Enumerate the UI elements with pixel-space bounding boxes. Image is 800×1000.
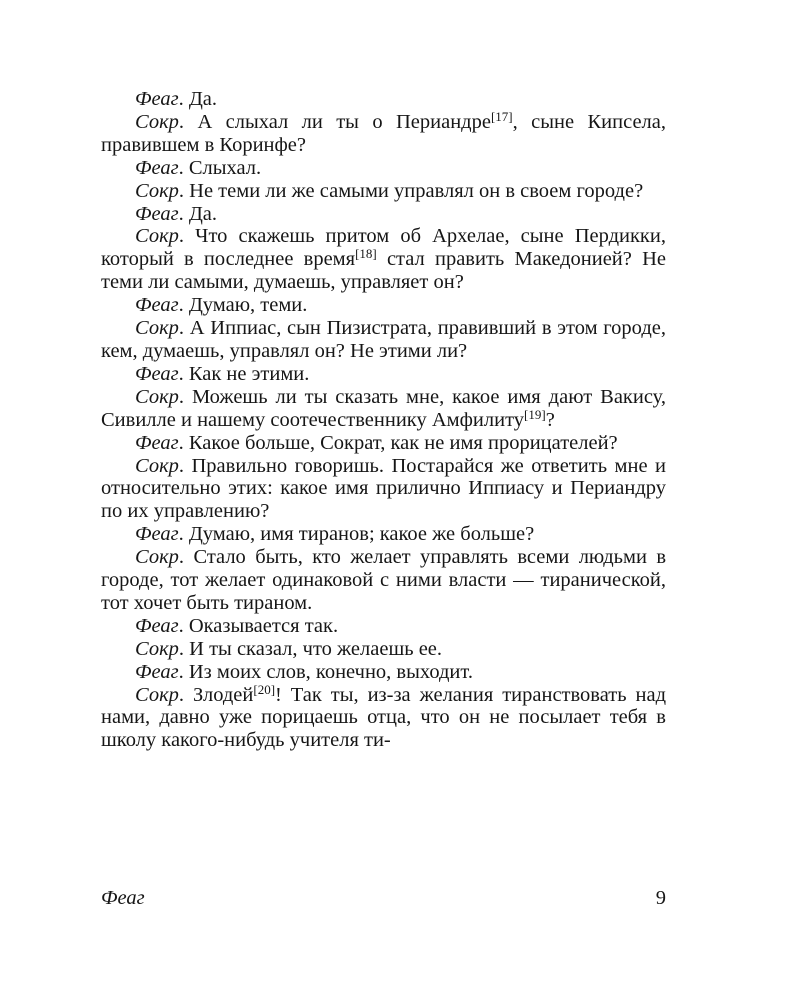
page-body (101, 88, 666, 752)
line-text: стал править Македонией? Не теми ли самыми, думаешь, управляет он? (101, 248, 666, 294)
speaker: Сокр (135, 110, 179, 133)
speaker: Феаг (135, 294, 179, 317)
speaker: Сокр (135, 546, 179, 569)
line-text: Правильно говоришь. Постарайся же ответить мне и относительно этих: какое имя прилично Иппиасу и Периандру по их управлению? (101, 454, 666, 523)
line-text: Что скажешь притом об Архелае, сыне Пердикки, который в последнее время (101, 225, 666, 271)
dialogue-line: Сокр. Можешь ли ты сказать мне, какое имя дают Вакису, Сивилле и нашему соотечественнику Амфилиту[19]? (101, 385, 666, 431)
line-text: А Иппиас, сын Пизистрата, правивший в этом городе, кем, думаешь, управлял он? Не этими ли? (101, 317, 666, 362)
line-text: Можешь ли ты сказать мне, какое имя дают Вакису, Сивилле и нашему соотечественнику Амфилиту (101, 385, 666, 431)
speaker: Феаг (135, 660, 179, 683)
dialogue-line: Феаг. Слыхал. (135, 156, 262, 179)
line-text: Да. (188, 202, 218, 225)
line-text: Не теми ли же самыми управлял он в своем городе? (189, 179, 644, 202)
footnote-ref[interactable]: [19] (524, 406, 546, 422)
dialogue-line: Феаг. Да. (135, 202, 218, 225)
line-text: Оказывается так. (188, 614, 339, 637)
line-text: Думаю, теми. (188, 294, 308, 317)
dialogue-line: Сокр. Стало быть, кто желает управлять всеми людьми в городе, тот желает одинаковой с ними власти — тиранической, тот хочет быть тираном. (101, 546, 667, 614)
dialogue-line: Сокр. И ты сказал, что желаешь ее. (135, 637, 443, 660)
speaker: Сокр (135, 637, 179, 660)
speaker: Сокр (135, 454, 179, 477)
line-text: А слыхал ли ты о Периандре (197, 110, 491, 133)
dialogue-line: Феаг. Как не этими. (135, 362, 310, 385)
footnote-ref[interactable]: [18] (355, 246, 377, 262)
speaker: Сокр (135, 179, 179, 202)
dialogue-line: Феаг. Думаю, теми. (135, 294, 308, 317)
dialogue-line: Сокр. А Иппиас, сын Пизистрата, правивший в этом городе, кем, думаешь, управлял он? Не этими ли? (101, 317, 666, 362)
speaker: Феаг (135, 362, 179, 385)
dialogue-line: Феаг. Да. (135, 88, 218, 110)
footnote-ref[interactable]: [17] (490, 108, 513, 124)
line-text: ? (545, 408, 555, 431)
page-number: 9 (655, 887, 666, 909)
speaker: Феаг (135, 156, 179, 179)
line-text: Из моих слов, конечно, выходит. (188, 660, 473, 683)
speaker: Сокр (135, 317, 179, 340)
line-text: Какое больше, Сократ, как не имя прорицателей? (188, 431, 618, 454)
speaker: Феаг (135, 202, 179, 225)
dialogue-line: Сокр. Что скажешь притом об Архелае, сыне Пердикки, который в последнее время[18] стал править Македонией? Не теми ли самыми, думаешь, управляет он? (101, 225, 666, 294)
dialogue-line: Сокр. Правильно говоришь. Постарайся же ответить мне и относительно этих: какое имя прилично Иппиасу и Периандру по их управлению? (101, 454, 666, 523)
line-text: Злодей (192, 683, 254, 706)
speaker: Сокр (135, 385, 179, 408)
footnote-ref[interactable]: [20] (253, 681, 276, 697)
running-title: Феаг (101, 887, 145, 909)
line-text: ! Так ты, из-за желания тиранствовать над нами, давно уже порицаешь отца, что он не посылает тебя в школу какого-нибудь учителя ти- (101, 683, 667, 752)
speaker: Сокр (135, 225, 179, 248)
dialogue-line: Феаг. Из моих слов, конечно, выходит. (135, 660, 473, 683)
dialogue-line: Феаг. Какое больше, Сократ, как не имя прорицателей? (135, 431, 618, 454)
line-text: Стало быть, кто желает управлять всеми людьми в городе, тот желает одинаковой с ними власти — тиранической, тот хочет быть тираном. (101, 546, 667, 614)
speaker: Феаг (135, 523, 179, 546)
dialogue-line: Сокр. А слыхал ли ты о Периандре[17], сыне Кипсела, правившем в Коринфе? (101, 108, 666, 156)
line-text: , сыне Кипсела, правившем в Коринфе? (101, 110, 666, 156)
line-text: Как не этими. (188, 362, 310, 385)
dialogue-line: Феаг. Думаю, имя тиранов; какое же больше? (135, 523, 535, 546)
dialogue-line: Сокр. Злодей[20]! Так ты, из-за желания тиранствовать над нами, давно уже порицаешь отца, что он не посылает тебя в школу какого-нибудь учителя ти- (101, 681, 667, 752)
speaker: Феаг (135, 431, 179, 454)
dialogue-line: Феаг. Оказывается так. (135, 614, 339, 637)
line-text: Думаю, имя тиранов; какое же больше? (188, 523, 535, 546)
line-text: Да. (188, 88, 218, 110)
speaker: Феаг (135, 614, 179, 637)
line-text: Слыхал. (188, 156, 262, 179)
speaker: Сокр (135, 683, 179, 706)
line-text: И ты сказал, что желаешь ее. (189, 637, 443, 660)
dialogue-line: Сокр. Не теми ли же самыми управлял он в своем городе? (135, 179, 644, 202)
speaker: Феаг (135, 88, 179, 110)
